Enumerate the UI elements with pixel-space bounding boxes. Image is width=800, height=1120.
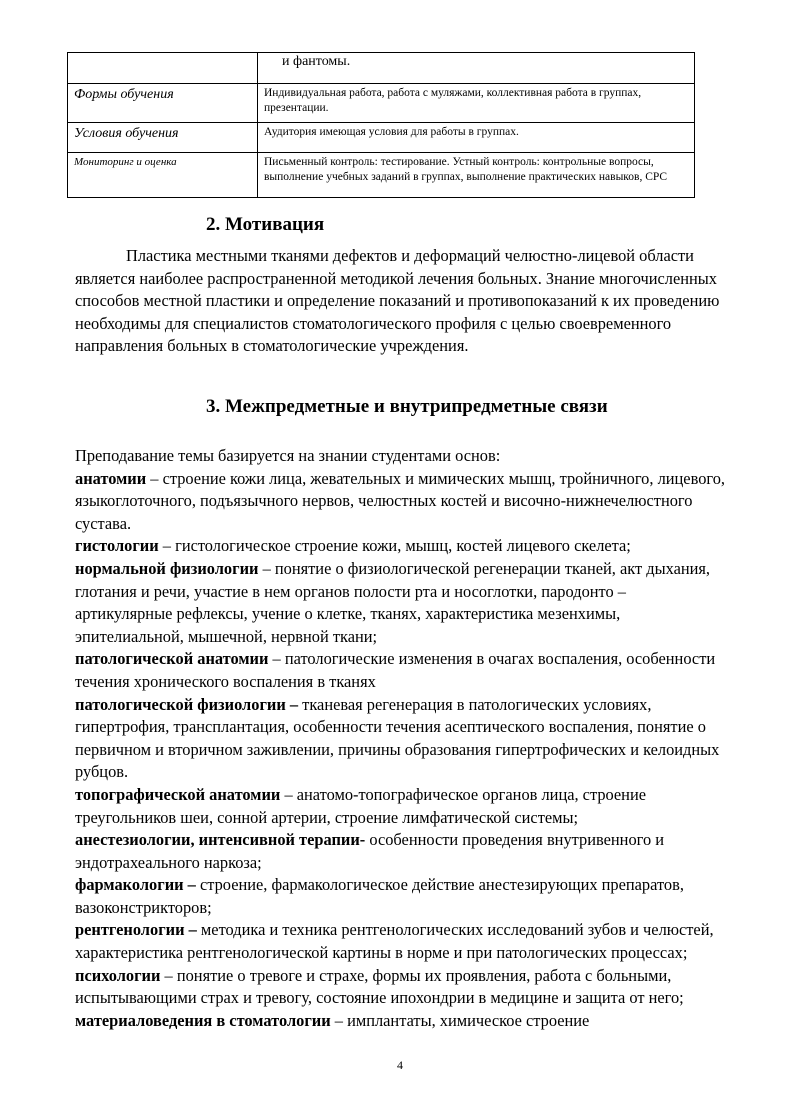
list-item-text: – гистологическое строение кожи, мышц, костей лицевого скелета; xyxy=(158,536,631,556)
list-item-term: топографической анатомии xyxy=(75,784,281,804)
list-item-term: фармакологии – xyxy=(75,875,196,895)
table-row-label: Мониторинг и оценка xyxy=(68,153,258,198)
list-item-term: рентгенологии – xyxy=(75,920,197,940)
page-number: 4 xyxy=(397,1058,403,1072)
list-item-term: гистологии xyxy=(75,536,159,556)
list-item-text: – анатомо-топографическое органов лица, строение треугольников шеи, сонной артерии, строение лимфатической системы; xyxy=(75,784,647,827)
table-row-label: Условия обучения xyxy=(68,123,258,153)
table-row-value: Индивидуальная работа, работа с муляжами, коллективная работа в группах, презентации. xyxy=(258,84,695,123)
list-item-text: методика и техника рентгенологических исследований зубов и челюстей, характеристика рентгенологической картины в норме и при патологических процессах; xyxy=(75,920,714,963)
list-item-term: нормальной физиологии xyxy=(75,558,259,578)
table-row-value: и фантомы. xyxy=(258,53,695,84)
list-item-term: анатомии xyxy=(75,468,147,488)
motivation-paragraph: Пластика местными тканями дефектов и деформаций челюстно-лицевой области является наиболее распространенной методикой лечения больных. Знание многочисленных способов местной пластики и определение показаний и противопоказаний к их проведению необходимы для специалистов стоматологического профиля с целью своевременного направления больных в стоматологические учреждения. xyxy=(75,246,720,356)
list-item-text: – имплантаты, химическое строение xyxy=(330,1010,590,1030)
list-item xyxy=(75,874,725,919)
table-row-value: Письменный контроль: тестирование. Устный контроль: контрольные вопросы, выполнение учебных заданий в группах, выполнение практических навыков, СРС xyxy=(258,153,695,198)
list-item-text: – патологические изменения в очагах воспаления, особенности течения хронического воспаления в тканях xyxy=(75,649,716,691)
table-row xyxy=(68,53,695,84)
list-item xyxy=(75,965,725,1010)
list-item-text: строение, фармакологическое действие анестезирующих препаратов, вазоконстрикторов; xyxy=(75,875,684,917)
section-heading-interdisciplinary: 3. Межпредметные и внутрипредметные связи xyxy=(206,396,608,417)
table-row-label: Формы обучения xyxy=(68,84,258,123)
list-item xyxy=(75,535,725,558)
table-row-label xyxy=(68,53,258,84)
table-row xyxy=(68,123,695,153)
list-item-term: материаловедения в стоматологии xyxy=(75,1010,331,1030)
interdisciplinary-block xyxy=(75,445,725,1032)
list-item xyxy=(75,558,725,648)
interdisciplinary-intro: Преподавание темы базируется на знании студентами основ: xyxy=(75,446,501,465)
table-row-value: Аудитория имеющая условия для работы в группах. xyxy=(258,123,695,153)
list-item-term: анестезиологии, интенсивной терапии- xyxy=(75,830,366,850)
list-item xyxy=(75,1010,725,1033)
list-item-text: тканевая регенерация в патологических условиях, гипертрофия, трансплантация, особенности течения асептического воспаления, понятие о первичном и вторичном заживлении, причины образования гипертрофических и келоидных рубцов. xyxy=(75,694,720,782)
list-item xyxy=(75,784,725,829)
table-row xyxy=(68,84,695,123)
list-item-term: патологической анатомии xyxy=(75,649,269,669)
list-item xyxy=(75,919,725,964)
list-item-text: – понятие о физиологической регенерации тканей, акт дыхания, глотания и речи, участие в нем органов полости рта и носоглотки, пародонто – артикулярные рефлексы, учение о клетке, тканях, характеристика мезенхимы, эпителиальной, мышечной, нервной ткани; xyxy=(75,558,711,646)
list-item xyxy=(75,829,725,874)
list-item-text: – понятие о тревоге и страхе, формы их проявления, работа с больными, испытывающими страх и тревогу, состояние ипохондрии в медицине и защита от него; xyxy=(75,965,684,1008)
list-item-text: – строение кожи лица, жевательных и мимических мышц, тройничного, лицевого, языкоглоточного, подъязычного нервов, челюстных костей и височно-нижнечелюстного сустава. xyxy=(75,468,725,533)
list-item xyxy=(75,648,725,693)
list-item xyxy=(75,468,725,536)
list-item-term: патологической физиологии – xyxy=(75,694,299,714)
list-item-term: психологии xyxy=(75,965,161,985)
section-heading-motivation: 2. Мотивация xyxy=(206,214,325,235)
course-info-table xyxy=(67,52,695,198)
list-item xyxy=(75,694,725,784)
list-item-text: особенности проведения внутривенного и эндотрахеального наркоза; xyxy=(75,830,665,872)
table-row xyxy=(68,153,695,198)
